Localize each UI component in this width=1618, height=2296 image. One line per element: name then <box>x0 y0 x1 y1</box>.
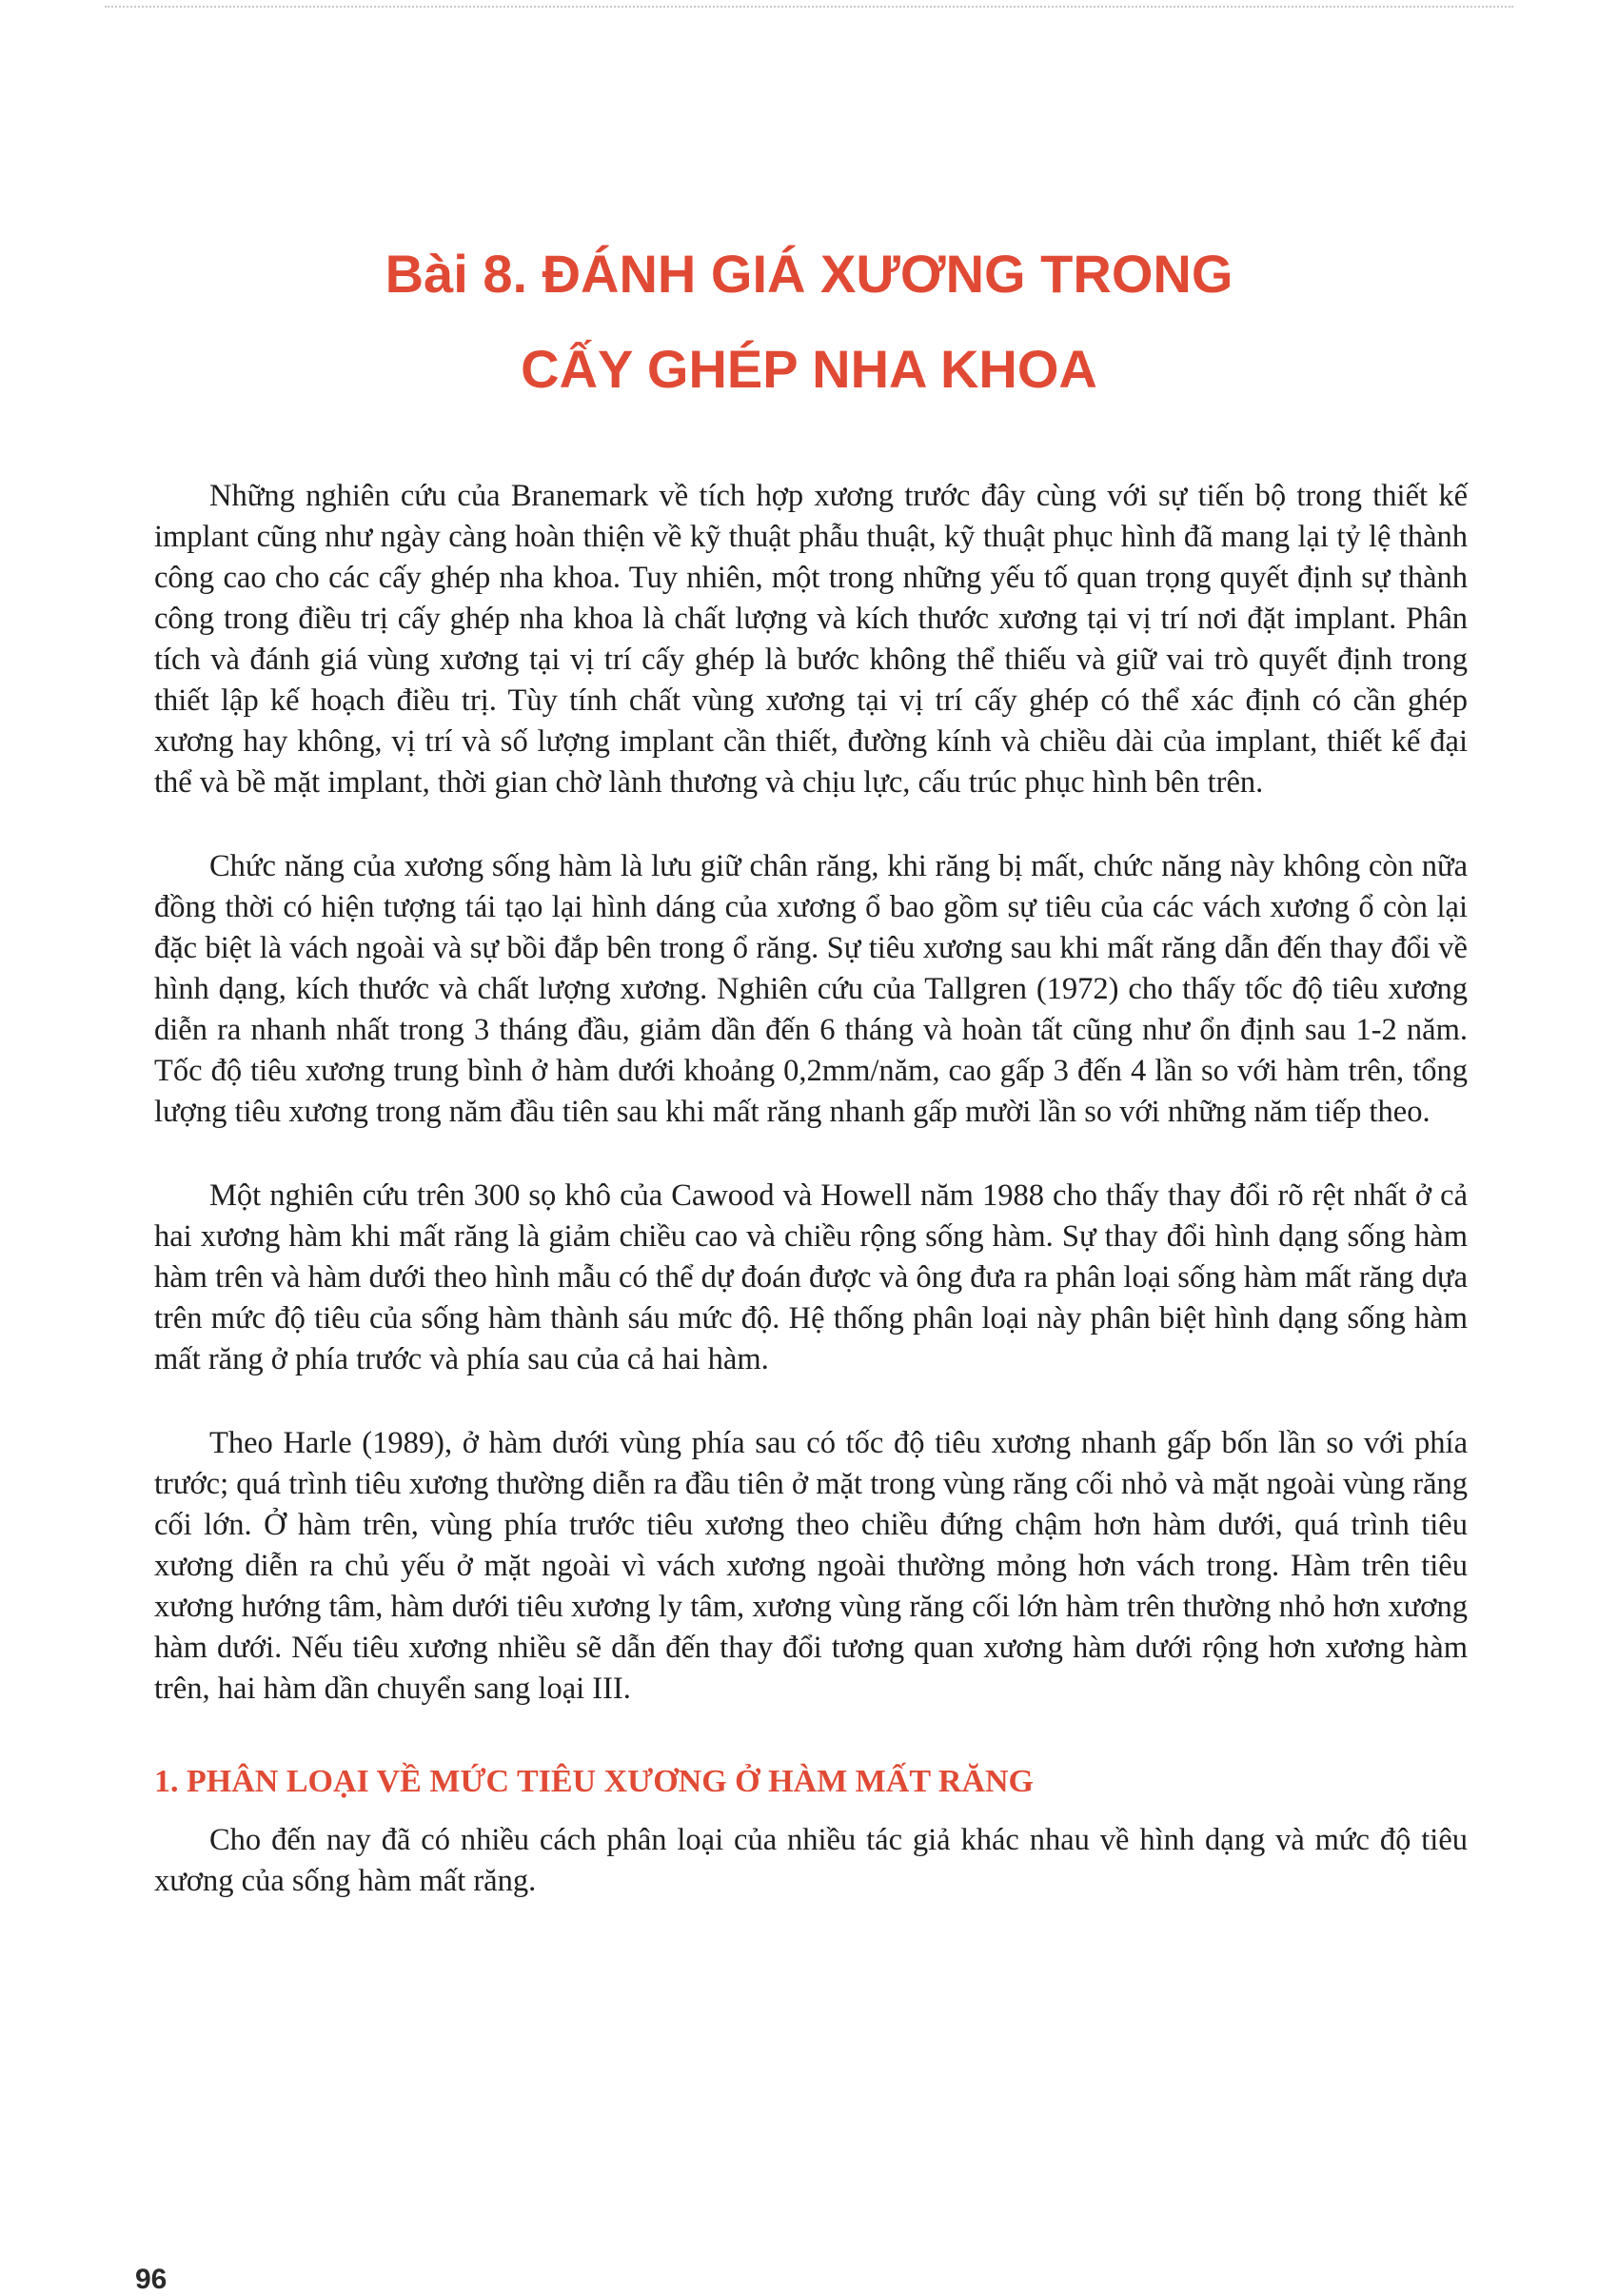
page-top-rule <box>105 6 1513 8</box>
section-1-heading: 1. PHÂN LOẠI VỀ MỨC TIÊU XƯƠNG Ở HÀM MẤT RĂNG <box>154 1764 1034 1799</box>
paragraph-cawood-howell: Một nghiên cứu trên 300 sọ khô của Cawood và Howell năm 1988 cho thấy thay đổi rõ rệt nhất ở cả hai xương hàm khi mất răng là giảm chiều cao và chiều rộng sống hàm. Sự thay đổi hình dạng sống hàm hàm trên và hàm dưới theo hình mẫu có thể dự đoán được và ông đưa ra phân loại sống hàm mất răng dựa trên mức độ tiêu của sống hàm thành sáu mức độ. Hệ thống phân loại này phân biệt hình dạng sống hàm mất răng ở phía trước và phía sau của cả hai hàm. <box>154 1178 1468 1376</box>
section-1-paragraph: Cho đến nay đã có nhiều cách phân loại của nhiều tác giả khác nhau về hình dạng và mức độ tiêu xương của sống hàm mất răng. <box>154 1823 1468 1898</box>
body-text <box>154 476 1468 1945</box>
chapter-title <box>143 227 1475 417</box>
paragraph-intro: Những nghiên cứu của Branemark về tích hợp xương trước đây cùng với sự tiến bộ trong thiết kế implant cũng như ngày càng hoàn thiện về kỹ thuật phẫu thuật, kỹ thuật phục hình đã mang lại tỷ lệ thành công cao cho các cấy ghép nha khoa. Tuy nhiên, một trong những yếu tố quan trọng quyết định sự thành công trong điều trị cấy ghép nha khoa là chất lượng và kích thước xương tại vị trí nơi đặt implant. Phân tích và đánh giá vùng xương tại vị trí cấy ghép là bước không thể thiếu và giữ vai trò quyết định trong thiết lập kế hoạch điều trị. Tùy tính chất vùng xương tại vị trí cấy ghép có thể xác định có cần ghép xương hay không, vị trí và số lượng implant cần thiết, đường kính và chiều dài của implant, thiết kế đại thể và bề mặt implant, thời gian chờ lành thương và chịu lực, cấu trúc phục hình bên trên. <box>154 479 1468 800</box>
chapter-title-line-1: Bài 8. ĐÁNH GIÁ XƯƠNG TRONG <box>385 244 1233 304</box>
paragraph-harle: Theo Harle (1989), ở hàm dưới vùng phía sau có tốc độ tiêu xương nhanh gấp bốn lần so với phía trước; quá trình tiêu xương thường diễn ra đầu tiên ở mặt trong vùng răng cối nhỏ và mặt ngoài vùng răng cối lớn. Ở hàm trên, vùng phía trước tiêu xương theo chiều đứng chậm hơn hàm dưới, quá trình tiêu xương diễn ra chủ yếu ở mặt ngoài vì vách xương ngoài thường mỏng hơn vách trong. Hàm trên tiêu xương hướng tâm, hàm dưới tiêu xương ly tâm, xương vùng răng cối lớn hàm trên thường nhỏ hơn xương hàm dưới. Nếu tiêu xương nhiều sẽ dẫn đến thay đổi tương quan xương hàm dưới rộng hơn xương hàm trên, hai hàm dần chuyển sang loại III. <box>154 1426 1468 1706</box>
paragraph-bone-function: Chức năng của xương sống hàm là lưu giữ chân răng, khi răng bị mất, chức năng này không còn nữa đồng thời có hiện tượng tái tạo lại hình dáng của xương ổ bao gồm sự tiêu của các vách xương ổ còn lại đặc biệt là vách ngoài và sự bồi đắp bên trong ổ răng. Sự tiêu xương sau khi mất răng dẫn đến thay đổi về hình dạng, kích thước và chất lượng xương. Nghiên cứu của Tallgren (1972) cho thấy tốc độ tiêu xương diễn ra nhanh nhất trong 3 tháng đầu, giảm dần đến 6 tháng và hoàn tất cũng như ổn định sau 1-2 năm. Tốc độ tiêu xương trung bình ở hàm dưới khoảng 0,2mm/năm, cao gấp 3 đến 4 lần so với hàm trên, tổng lượng tiêu xương trong năm đầu tiên sau khi mất răng nhanh gấp mười lần so với những năm tiếp theo. <box>154 849 1468 1129</box>
page-number: 96 <box>135 2264 168 2295</box>
chapter-title-line-2: CẤY GHÉP NHA KHOA <box>521 339 1097 399</box>
